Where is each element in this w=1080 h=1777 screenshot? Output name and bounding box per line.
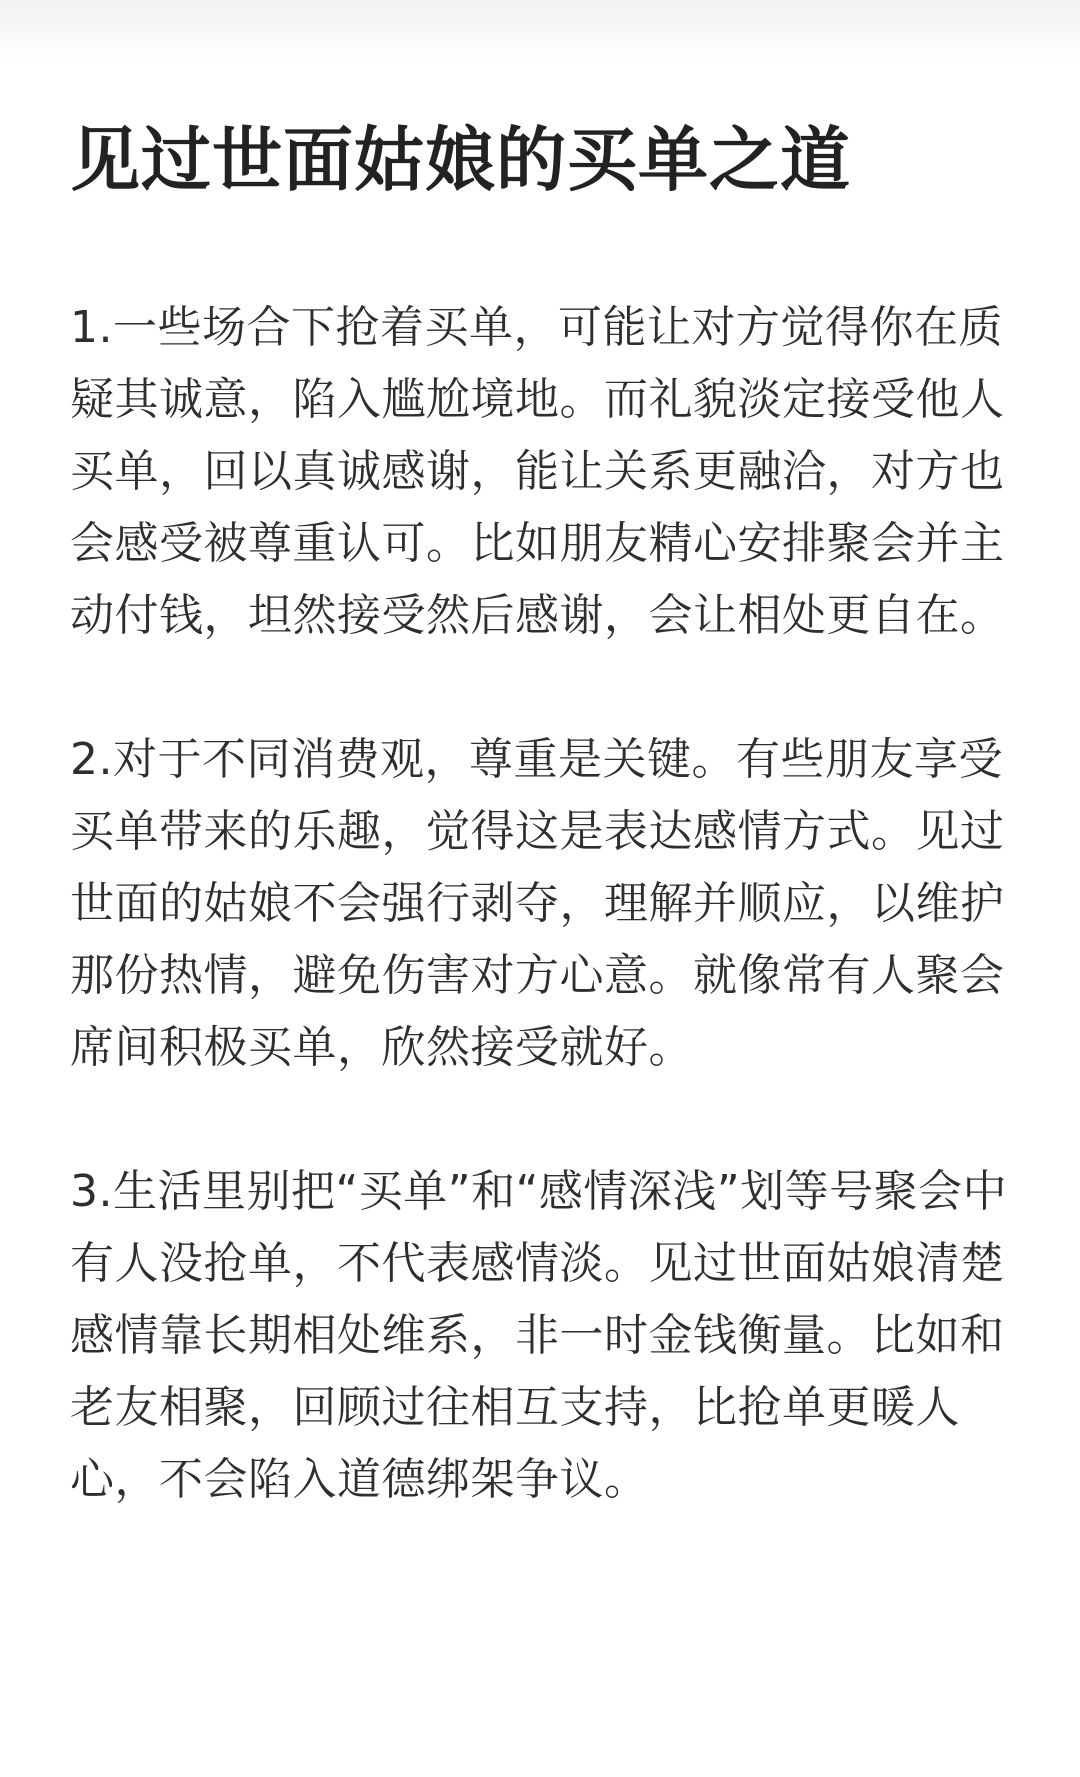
paragraph-1: 1.一些场合下抢着买单，可能让对方觉得你在质疑其诚意，陷入尴尬境地。而礼貌淡定接受他人买单，回以真诚感谢，能让关系更融洽，对方也会感受被尊重认可。比如朋友精心安排聚会并主动付钱，坦然接受然后感谢，会让相处更自在。 (70, 302, 1005, 641)
article-title: 见过世面姑娘的买单之道 (70, 119, 851, 201)
top-shadow (0, 0, 1080, 60)
article (70, 110, 1010, 1516)
paragraph-3: 3.生活里别把“买单”和“感情深浅”划等号聚会中有人没抢单，不代表感情淡。见过世面姑娘清楚感情靠长期相处维系，非一时金钱衡量。比如和老友相聚，回顾过往相互支持，比抢单更暖人心，不会陷入道德绑架争议。 (70, 1166, 1008, 1505)
paragraph-2: 2.对于不同消费观，尊重是关键。有些朋友享受买单带来的乐趣，觉得这是表达感情方式。见过世面的姑娘不会强行剥夺，理解并顺应，以维护那份热情，避免伤害对方心意。就像常有人聚会席间积极买单，欣然接受就好。 (70, 734, 1005, 1073)
